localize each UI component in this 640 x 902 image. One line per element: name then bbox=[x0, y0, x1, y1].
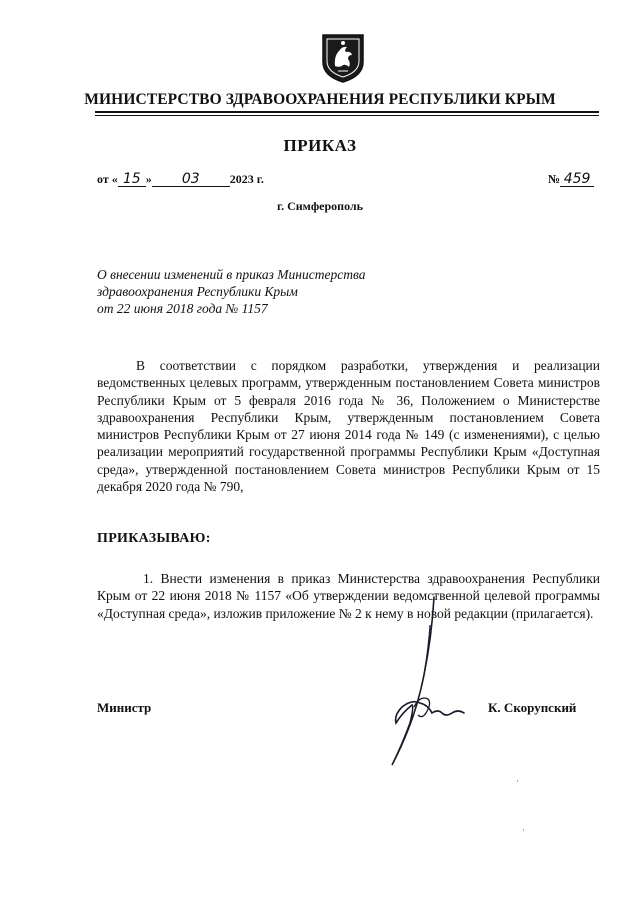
header-rule-thick bbox=[95, 111, 599, 113]
order-item-1: 1. Внести изменения в приказ Министерства здравоохранения Республики Крым от 22 июня 2018 № 1157 «Об утверждении ведомственной целевой программы «Доступная среда», изложив приложение № 2 к нему в новой редакции (прилагается). bbox=[97, 571, 600, 621]
scan-speck: · bbox=[522, 825, 525, 835]
city: г. Симферополь bbox=[277, 199, 363, 213]
order-date bbox=[97, 172, 264, 187]
number-value: 459 bbox=[560, 173, 594, 187]
signatory-name: К. Скорупский bbox=[488, 700, 577, 715]
signatory-title: Министр bbox=[97, 700, 152, 715]
handwritten-signature-icon bbox=[372, 595, 472, 770]
ministry-name: МИНИСТЕРСТВО ЗДРАВООХРАНЕНИЯ РЕСПУБЛИКИ КРЫМ bbox=[84, 91, 556, 108]
date-day: 15 bbox=[118, 173, 146, 187]
date-month: 03 bbox=[152, 173, 230, 187]
document-type-title: ПРИКАЗ bbox=[283, 136, 357, 155]
order-subject bbox=[97, 266, 427, 317]
subject-line: от 22 июня 2018 года № 1157 bbox=[97, 301, 268, 316]
date-mid: » bbox=[145, 172, 152, 186]
crimea-griffin-emblem-icon bbox=[320, 32, 366, 84]
scan-speck: · bbox=[516, 776, 519, 786]
date-prefix: от « bbox=[97, 172, 118, 186]
date-year: 2023 г. bbox=[229, 172, 264, 186]
header-rule-thin bbox=[95, 115, 599, 116]
subject-line: здравоохранения Республики Крым bbox=[97, 284, 298, 299]
subject-line: О внесении изменений в приказ Министерства bbox=[97, 267, 366, 282]
preamble-paragraph: В соответствии с порядком разработки, утверждения и реализации ведомственных целевых программ, утвержденным постановлением Совета министров Республики Крым от 5 февраля 2016 года № 36, Положением о Министерстве здравоохранения Республики Крым, утвержденным постановлением Совета министров Республики Крым от 27 июня 2014 года № 149 (с изменениями), с целью реализации мероприятий государственной программы Республики Крым «Доступная среда», утвержденной постановлением Совета министров Республики Крым от 15 декабря 2020 года № 790, bbox=[97, 358, 600, 495]
number-label: № bbox=[548, 172, 561, 186]
order-directive: ПРИКАЗЫВАЮ: bbox=[97, 531, 211, 546]
order-number bbox=[548, 172, 594, 187]
